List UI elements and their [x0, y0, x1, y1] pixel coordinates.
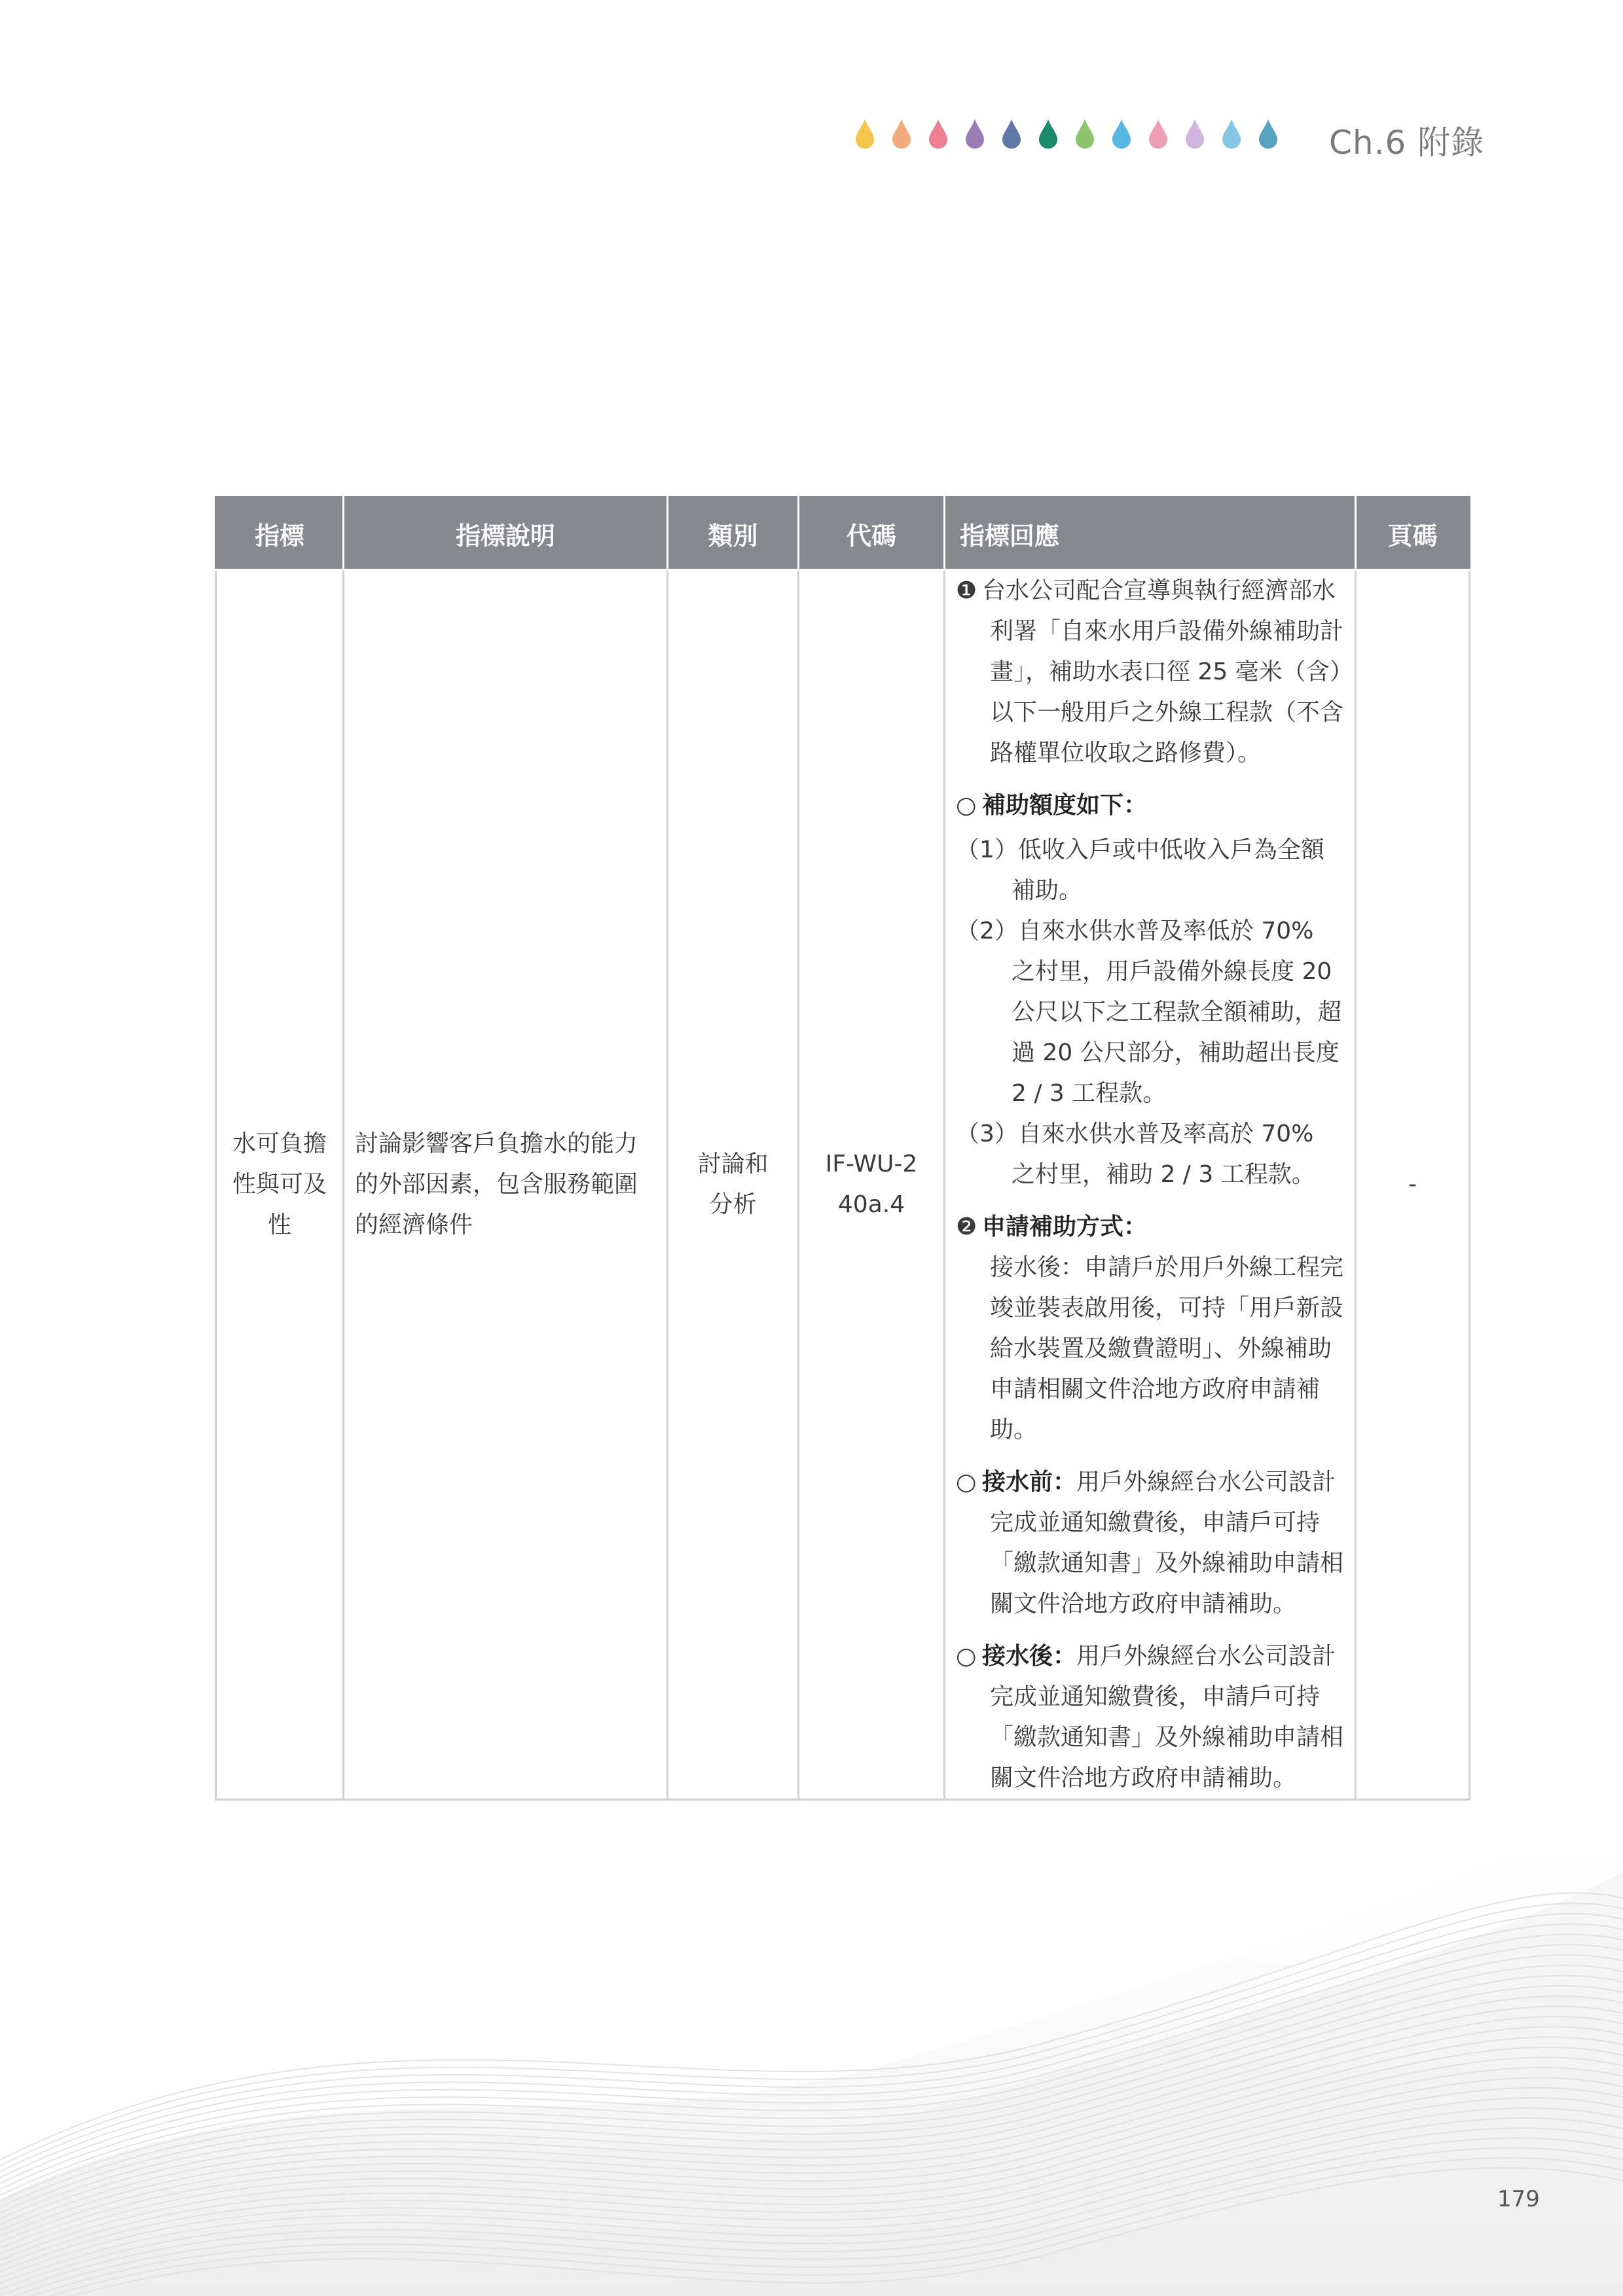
- response-paragraph-after-connection: 接水後：申請戶於用戶外線工程完竣並裝表啟用後，可持「用戶新設給水裝置及繳費證明」、外線補助申請相關文件洽地方政府申請補助。: [990, 1254, 1344, 1443]
- header-indicator: 指標: [216, 497, 344, 570]
- response-apply-heading: ❷ 申請補助方式：: [956, 1207, 1344, 1247]
- water-drop-icon: [1001, 118, 1022, 149]
- header-description: 指標說明: [344, 497, 668, 570]
- table-header-row: [216, 497, 1470, 570]
- water-drop-icon: [928, 118, 949, 149]
- cell-code: IF-WU-240a.4: [799, 570, 945, 1800]
- number-1-icon: ❶: [956, 577, 977, 604]
- cell-page: -: [1356, 570, 1470, 1800]
- response-before-connection: ○ 接水前：用戶外線經台水公司設計完成並通知繳費後，申請戶可持「繳款通知書」及外線補助申請相關文件洽地方政府申請補助。: [956, 1462, 1344, 1624]
- water-drop-icon: [854, 118, 875, 149]
- list-item: （2）自來水供水普及率低於 70% 之村里，用戶設備外線長度 20 公尺以下之工程款全額補助，超過 20 公尺部分，補助超出長度 2 / 3 工程款。: [956, 918, 1342, 1107]
- water-drop-icon: [891, 118, 912, 149]
- cell-category: 討論和分析: [668, 570, 799, 1800]
- indicator-table: [215, 496, 1470, 1801]
- circle-bullet-icon: ○: [956, 792, 977, 819]
- water-drop-icon: [1038, 118, 1059, 149]
- table-row: [216, 570, 1470, 1800]
- cell-response: [945, 570, 1356, 1800]
- header-category: 類別: [668, 497, 799, 570]
- response-subsidy-heading: ○ 補助額度如下：: [956, 785, 1344, 826]
- water-drop-icon: [1184, 118, 1205, 149]
- cell-description: 討論影響客戶負擔水的能力的外部因素，包含服務範圍的經濟條件: [344, 570, 668, 1800]
- header-response: 指標回應: [945, 497, 1356, 570]
- water-drop-icon: [1111, 118, 1132, 149]
- header-code: 代碼: [799, 497, 945, 570]
- header-page: 頁碼: [1356, 497, 1470, 570]
- water-drop-icon: [1221, 118, 1242, 149]
- water-drop-icon: [1074, 118, 1095, 149]
- water-drop-icon: [1258, 118, 1279, 149]
- chapter-title: Ch.6 附錄: [1329, 124, 1485, 162]
- color-drops: [854, 118, 1279, 149]
- response-paragraph-1: ❶ 台水公司配合宣導與執行經濟部水利署「自來水用戶設備外線補助計畫」，補助水表口徑 25 毫米（含）以下一般用戶之外線工程款（不含路權單位收取之路修費）。: [956, 571, 1344, 774]
- number-2-icon: ❷: [956, 1213, 977, 1240]
- page-number: 179: [1497, 2186, 1540, 2212]
- response-after-connection: ○ 接水後：用戶外線經台水公司設計完成並通知繳費後，申請戶可持「繳款通知書」及外線補助申請相關文件洽地方政府申請補助。: [956, 1636, 1344, 1799]
- cell-indicator: 水可負擔性與可及性: [216, 570, 344, 1800]
- circle-bullet-icon: ○: [956, 1643, 977, 1670]
- list-item: （1）低收入戶或中低收入戶為全額補助。: [956, 836, 1324, 904]
- water-drop-icon: [1148, 118, 1169, 149]
- list-item: （3）自來水供水普及率高於 70% 之村里，補助 2 / 3 工程款。: [956, 1121, 1315, 1188]
- circle-bullet-icon: ○: [956, 1469, 977, 1496]
- water-drop-icon: [964, 118, 985, 149]
